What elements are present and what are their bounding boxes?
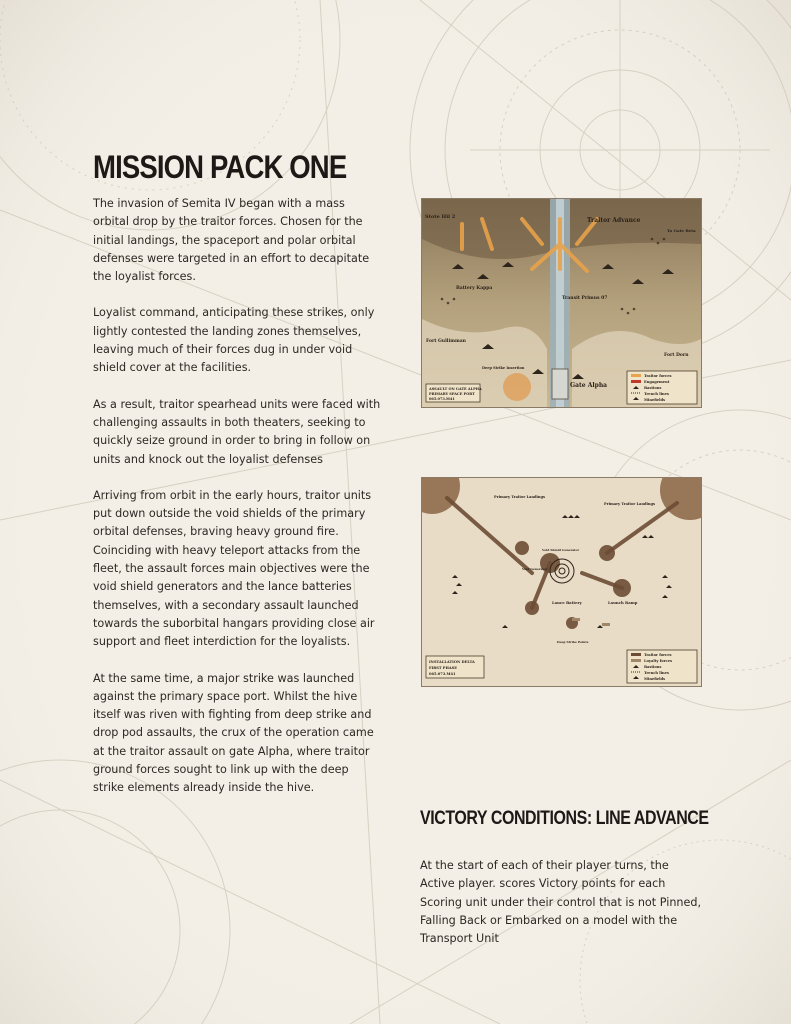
map-caption-line: ASSAULT ON GATE ALPHA xyxy=(429,387,482,391)
legend-label: Trench lines xyxy=(644,392,669,396)
map-caption-line: 065.073.M41 xyxy=(429,672,456,676)
paragraph: At the same time, a major strike was launched against the primary space port. Whilst the hive itself was riven with fighting from deep strike and drop pod assaults, the crux of the operation came at the traitor assault on gate Alpha, where traitor ground forces sought to link up with the deep strike elements already inside the hive. xyxy=(93,671,374,795)
map-label: Battery Kappa xyxy=(456,286,493,291)
paragraph: Arriving from orbit in the early hours, traitor units put down outside the void shields of the primary orbital defenses, braving heavy ground fire. Coinciding with heavy teleport attacks from the fleet, the assault forces main objectives were the void shield generators and the lance batteries themselves, with a secondary assault launched towards the suborbital hangars providing close air support and fleet interdiction for the loyalists. xyxy=(93,488,375,649)
legend-label: Minefields xyxy=(644,398,666,402)
legend-label: Trench lines xyxy=(644,671,669,675)
map-label: Deep Strike Insertion xyxy=(482,366,525,370)
map-caption-line: INSTALLATION DELTA xyxy=(429,660,475,664)
map-label: Gate Alpha xyxy=(570,382,608,389)
paragraph: Loyalist command, anticipating these strikes, only lightly contested the landing zones themselves, leaving much of their forces dug in under void shield cover at the facilities. xyxy=(93,306,375,375)
legend-label: Minefields xyxy=(644,677,666,681)
map-label: Lance Battery xyxy=(552,600,582,605)
legend-label: Engagement xyxy=(644,380,670,384)
map-caption-line: FIRST PHASE xyxy=(429,666,457,670)
map-label: Void Generator xyxy=(522,567,548,571)
map-label: Traitor Advance xyxy=(587,217,641,224)
map-label: Launch Ramp xyxy=(608,600,638,605)
legend-label: Bastions xyxy=(644,386,662,390)
map-label: Transit Primus 07 xyxy=(562,296,608,301)
map-label: Deep Strike Points xyxy=(557,640,589,644)
legend-label: Bastions xyxy=(644,665,662,669)
victory-heading: VICTORY CONDITIONS: LINE ADVANCE xyxy=(420,808,709,829)
legend-label: Traitor forces xyxy=(644,374,672,378)
map-installation-delta xyxy=(421,477,702,687)
victory-text: At the start of each of their player turns, the Active player. scores Victory points for each Scoring unit under their control that is not Pinned, Falling Back or Embarked on a model with the Transport Unit xyxy=(420,859,702,946)
map-label: Stote Hil 2 xyxy=(425,214,456,220)
map-label: Fort Gullimman xyxy=(426,339,466,344)
legend-swatch xyxy=(631,653,641,656)
legend-swatch xyxy=(631,374,641,377)
map-label: Primary Traitor Landings xyxy=(604,502,656,506)
paragraph: The invasion of Semita IV began with a mass orbital drop by the traitor forces. Chosen for the initial landings, the spaceport and polar orbital defenses were targeted in an effort to decapitate the loyalist forces. xyxy=(93,197,370,284)
map-label: Void Shield Generator xyxy=(542,548,580,552)
legend-label: Traitor forces xyxy=(644,653,672,657)
paragraph: As a result, traitor spearhead units were faced with challenging assaults in both theaters, seeking to quickly seize ground in order to bring in follow on units and knock out the loyalist defenses xyxy=(93,397,381,466)
map-label: To Gate Beta xyxy=(667,228,696,233)
page-title: MISSION PACK ONE xyxy=(93,149,347,185)
map-caption-line: PRIMARY SPACE PORT xyxy=(429,392,475,396)
legend-swatch xyxy=(631,659,641,662)
map-gate-alpha-drawing xyxy=(422,199,701,407)
legend-label: Loyalty forces xyxy=(644,659,673,663)
legend-swatch xyxy=(631,380,641,383)
map-gate-alpha xyxy=(421,198,702,408)
map-installation-delta-drawing xyxy=(422,478,701,686)
body-text xyxy=(93,195,383,816)
map-caption-line: 065.073.M41 xyxy=(429,397,455,401)
map-label: Fort Dorn xyxy=(664,353,689,358)
map-label: Primary Traitor Landings xyxy=(494,495,546,499)
